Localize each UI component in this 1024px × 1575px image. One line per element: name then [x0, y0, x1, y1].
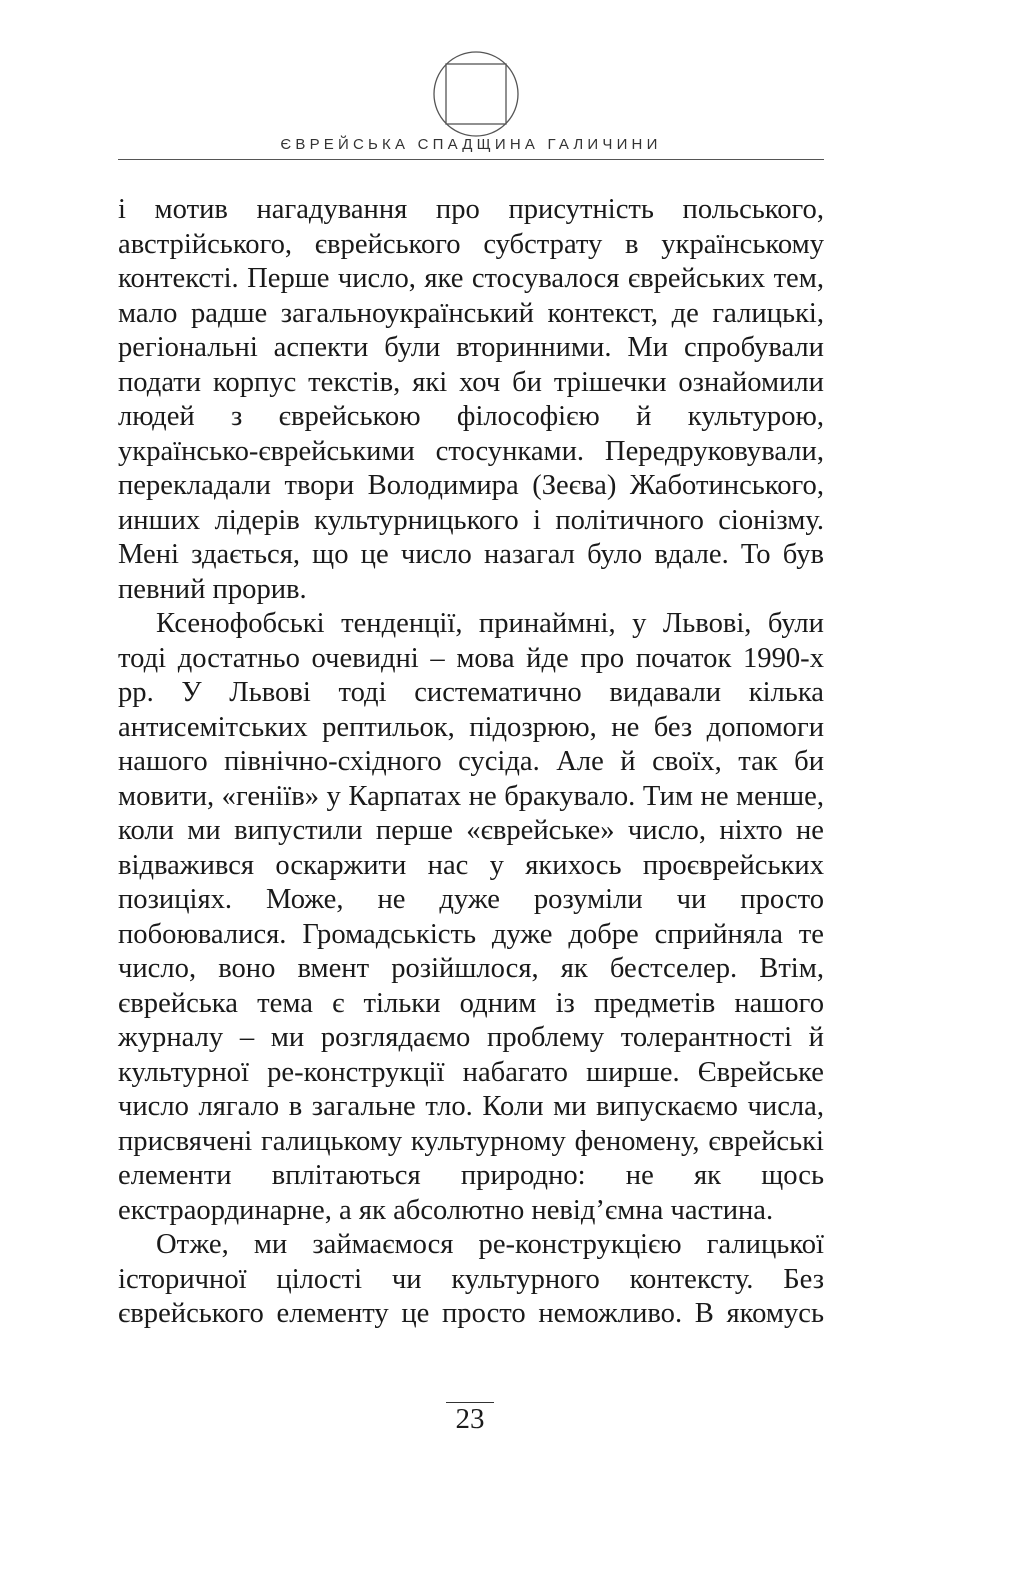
paragraph-2: Ксенофобські тенденції, принаймні, у Львові, були тоді достатньо очевидні – мова йде про початок 1990-х рр. У Львові тоді систематично видавали кілька антисемітських рептильок, підозрюю, не без допомоги нашого північно-східного сусіда. Але й своїх, так би мовити, «геніїв» у Карпатах не бракувало. Тим не менше, коли ми випустили перше «єврейське» число, ніхто не відважився оскаржити нас у якихось проєврейських позиціях. Може, не дуже розуміли чи просто побоювалися. Громадськість дуже добре сприйняла те число, воно вмент розійшлося, як бестселер. Втім, єврейська тема є тільки одним із предметів нашого журналу – ми розглядаємо проблему толерантності й культурної ре-конструкції набагато ширше. Єврейське число лягало в загальне тло. Коли ми випускаємо числа, присвячені галицькому культурному феномену, єврейські елементи вплітаються природно: не як щось екстраординарне, а як абсолютно невід’ємна частина.	[118, 608, 824, 1226]
page-number: 23	[455, 1403, 485, 1435]
circle-square-emblem-icon	[432, 50, 520, 138]
running-title: ЄВРЕЙСЬКА СПАДЩИНА ГАЛИЧИНИ	[280, 136, 662, 153]
paragraph-3: Отже, ми займаємося ре-конструкцією галицької історичної цілості чи культурного контексту. Без єврейського елементу це просто неможливо. В якомусь	[118, 1229, 824, 1329]
header-divider	[118, 159, 824, 160]
body-text	[118, 193, 824, 1332]
paragraph-1: і мотив нагадування про присутність польського, австрійського, єврейського субстрату в українському контексті. Перше число, яке стосувалося єврейських тем, мало радше загальноукраїнський контекст, де галицькі, регіональні аспекти були вторинними. Ми спробували подати корпус текстів, які хоч би трішечки ознайомили людей з єврейською філософією й культурою, українсько-єврейськими стосунками. Передруковували, перекладали твори Володимира (Зеєва) Жаботинського, инших лідерів культурницького і політичного сіонізму. Мені здається, що це число назагал було вдале. То був певний прорив.	[118, 194, 824, 605]
